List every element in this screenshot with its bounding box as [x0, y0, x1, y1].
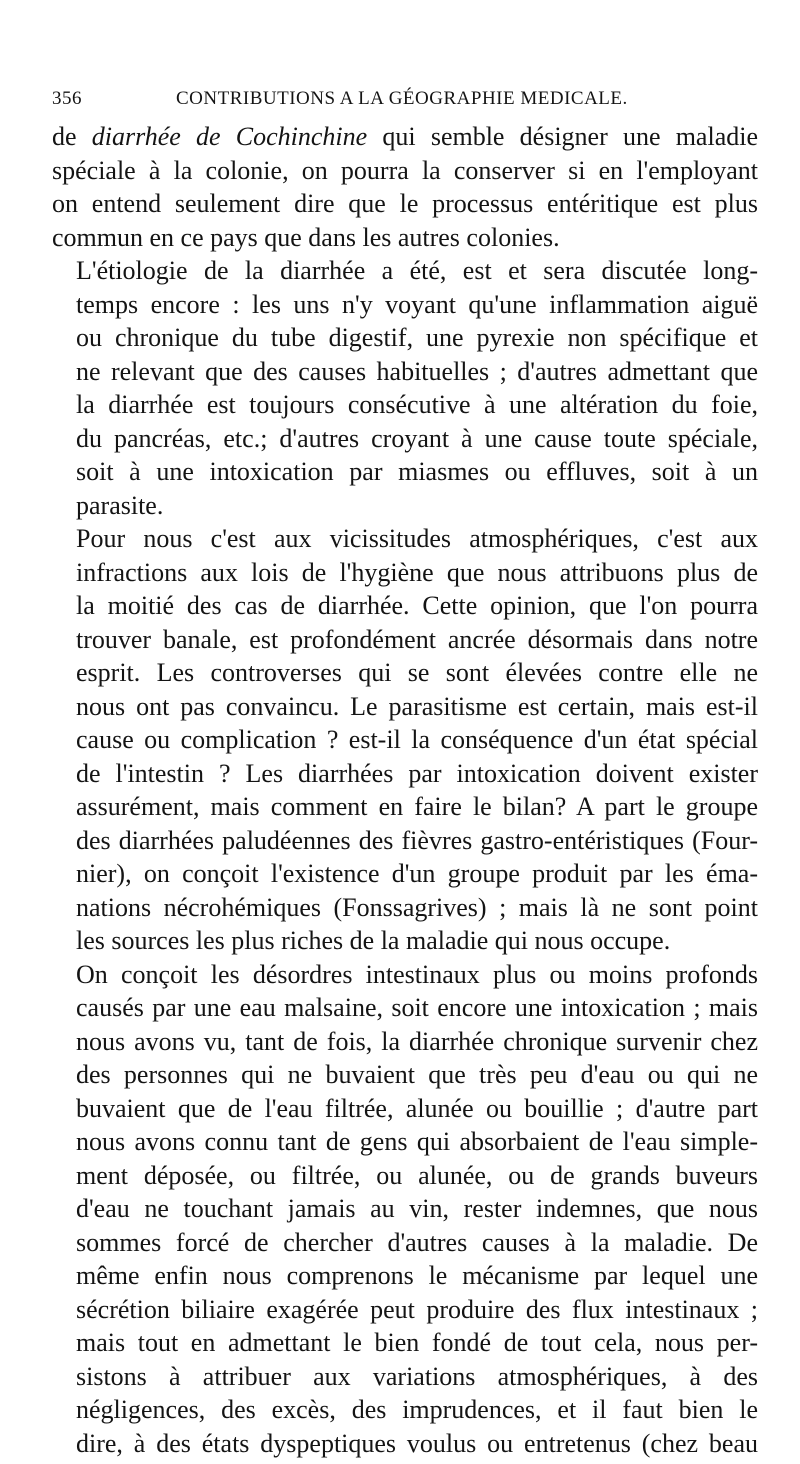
- text-line: parasite.: [76, 490, 164, 520]
- text-line: ment déposée, ou filtrée, ou alunée, ou de grands buveurs: [76, 1160, 758, 1190]
- text-line: On conçoit les désordres intestinaux plus ou moins profonds: [76, 959, 758, 989]
- text-line: les sources les plus riches de la maladie qui nous occupe.: [76, 926, 671, 955]
- text-line: spéciale à la colonie, on pourra la conserver si en l'employant: [52, 155, 758, 185]
- text-line: causés par une eau malsaine, soit encore une intoxication ; mais: [76, 993, 758, 1022]
- text-line: buvaient que de l'eau filtrée, alunée ou bouillie ; d'autre part: [76, 1093, 758, 1123]
- text-line: nous avons vu, tant de fois, la diarrhée chronique survenir chez: [76, 1026, 758, 1056]
- text-line: commun en ce pays que dans les autres colonies.: [52, 222, 560, 252]
- text-line: infractions aux lois de l'hygiène que nous attribuons plus de: [76, 557, 758, 587]
- text-line: la diarrhée est toujours consécutive à une altération du foie,: [76, 390, 758, 419]
- text-line: ou chronique du tube digestif, une pyrexie non spécifique et: [76, 323, 758, 352]
- text-line: L'étiologie de la diarrhée a été, est et sera discutée long-: [76, 256, 758, 285]
- text-line: [52, 120, 758, 154]
- text-line: nous ont pas convaincu. Le parasitisme est certain, mais est-il: [76, 691, 758, 721]
- text-line: du pancréas, etc.; d'autres croyant à une cause toute spéciale,: [76, 423, 758, 453]
- text-line: nier), on conçoit l'existence d'un groupe produit par les éma-: [76, 859, 758, 888]
- text-line: temps encore : les uns n'y voyant qu'une inflammation aiguë: [76, 289, 758, 319]
- book-page: [52, 88, 758, 1460]
- text-run: qui semble désigner une maladie: [367, 122, 758, 151]
- text-line: même enfin nous comprenons le mécanisme par lequel une: [76, 1261, 758, 1290]
- text-line: nous avons connu tant de gens qui absorbaient de l'eau simple-: [76, 1127, 758, 1156]
- text-line: négligences, des excès, des imprudences, et il faut bien le: [76, 1395, 758, 1424]
- italic-term: diarrhée de Cochinchine: [91, 122, 368, 151]
- text-line: nations nécrohémiques (Fonssagrives) ; mais là ne sont point: [76, 892, 758, 922]
- text-line: des diarrhées paludéennes des fièvres gastro-entéristiques (Four-: [76, 825, 758, 855]
- text-line: assurément, mais comment en faire le bilan? A part le groupe: [76, 792, 758, 821]
- text-line: Pour nous c'est aux vicissitudes atmosphériques, c'est aux: [76, 524, 758, 553]
- text-line: esprit. Les controverses qui se sont élevées contre elle ne: [76, 658, 758, 687]
- text-line: on entend seulement dire que le processus entéritique est plus: [52, 189, 758, 218]
- text-line: sécrétion biliaire exagérée peut produire des flux intestinaux ;: [76, 1294, 758, 1324]
- text-line: la moitié des cas de diarrhée. Cette opinion, que l'on pourra: [76, 591, 758, 620]
- text-line: dire, à des états dyspeptiques voulus ou entretenus (chez beau: [76, 1428, 758, 1458]
- paragraph: [52, 958, 758, 1461]
- text-line: d'eau ne touchant jamais au vin, rester indemnes, que nous: [76, 1194, 758, 1223]
- paragraph: [52, 522, 758, 958]
- text-run: de: [52, 122, 92, 151]
- paragraph: [52, 254, 758, 522]
- text-line: sistons à attribuer aux variations atmosphériques, à des: [76, 1361, 758, 1391]
- text-line: mais tout en admettant le bien fondé de tout cela, nous per-: [76, 1328, 758, 1357]
- text-line: sommes forcé de chercher d'autres causes à la maladie. De: [76, 1227, 758, 1257]
- page-number: 356: [52, 88, 82, 109]
- text-line: de l'intestin ? Les diarrhées par intoxication doivent exister: [76, 758, 758, 788]
- text-line: soit à une intoxication par miasmes ou effluves, soit à un: [76, 457, 758, 486]
- text-line: ne relevant que des causes habituelles ; d'autres admettant que: [76, 356, 758, 386]
- paragraph: [52, 120, 758, 254]
- body-text: [52, 120, 758, 1460]
- text-line: des personnes qui ne buvaient que très peu d'eau ou qui ne: [76, 1060, 758, 1089]
- running-title: CONTRIBUTIONS A LA GÉOGRAPHIE MEDICALE.: [176, 88, 628, 109]
- text-line: trouver banale, est profondément ancrée désormais dans notre: [76, 624, 758, 654]
- text-line: cause ou complication ? est-il la conséquence d'un état spécial: [76, 725, 758, 754]
- running-head: [52, 88, 758, 118]
